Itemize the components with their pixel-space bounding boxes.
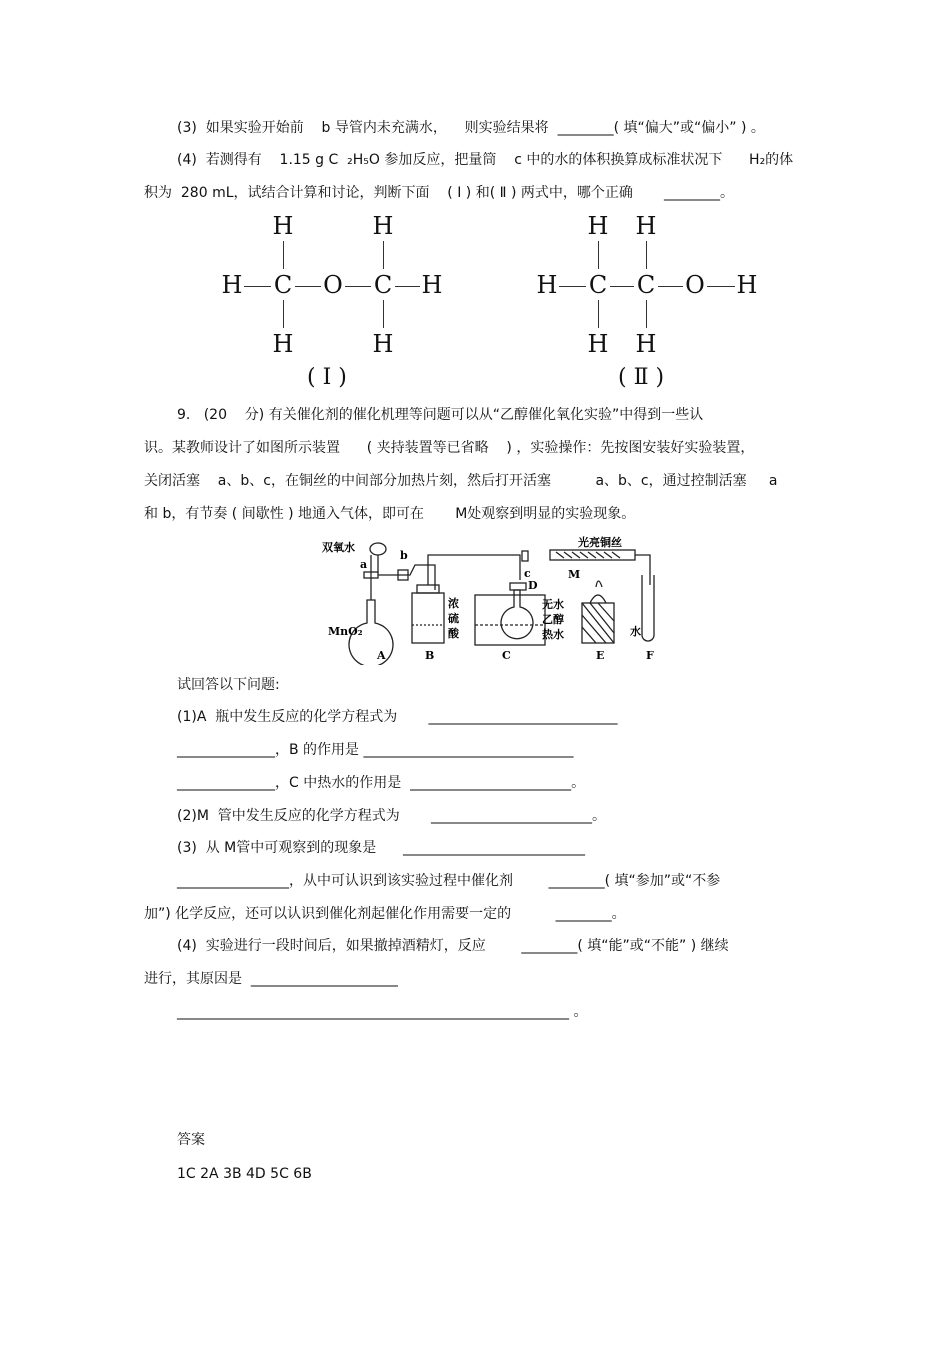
atom: C	[373, 271, 393, 299]
bond	[646, 241, 647, 269]
label-m: M	[568, 568, 581, 581]
part-3-line-3: 加”) 化学反应，还可以认识到催化剂起催化作用需要一定的 ________。	[144, 906, 626, 922]
bond	[244, 286, 271, 287]
part-1-line-1: (1)A 瓶中发生反应的化学方程式为 ___________________________	[177, 709, 618, 725]
atom: O	[323, 271, 343, 299]
atom: H	[272, 212, 294, 240]
bond	[383, 300, 384, 328]
question-4-line-1: (4) 若测得有 1.15 g C ₂H₅O 参加反应，把量筒 c 中的水的体积换算成标准状况下 H₂的体	[177, 152, 794, 168]
question-9-line-3: 关闭活塞 a、b、c，在铜丝的中间部分加热片刻，然后打开活塞 a、b、c，通过控制活塞 a	[144, 473, 778, 489]
part-4-line-1: (4) 实验进行一段时间后，如果撤掉酒精灯，反应 ________( 填“能”或“不能” ) 继续	[177, 938, 729, 954]
label-acid-1: 浓	[448, 597, 459, 610]
bond	[658, 286, 683, 287]
atom: H	[635, 330, 657, 358]
atom: C	[636, 271, 656, 299]
label-E: E	[596, 649, 605, 662]
label-C: C	[502, 649, 511, 662]
bond	[610, 286, 634, 287]
label-a: a	[360, 558, 368, 571]
atom: H	[536, 271, 558, 299]
label-F: F	[646, 649, 654, 662]
question-4-line-2: 积为 280 mL，试结合计算和讨论，判断下面 ( Ⅰ ) 和( Ⅱ ) 两式中，哪个正确 ________。	[144, 185, 735, 201]
part-2-text: (2)M 管中发生反应的化学方程式为 _______________________。	[177, 808, 606, 824]
intro-text: 试回答以下问题:	[177, 677, 280, 693]
bond	[345, 286, 371, 287]
part-1-line-2: ______________，B 的作用是 ______________________________	[177, 742, 574, 758]
structural-formula-I	[215, 210, 455, 395]
label-ethanol-3: 热水	[542, 628, 564, 641]
atom: H	[421, 271, 443, 299]
label-ethanol-1: 无水	[542, 598, 564, 611]
formula-label-I: ( Ⅰ )	[307, 365, 347, 390]
question-9-line-4: 和 b，有节奏 ( 间歇性 ) 地通入气体，即可在 M处观察到明显的实验现象。	[144, 506, 636, 522]
structural-formula-II	[530, 210, 770, 395]
bond	[646, 300, 647, 328]
atom: C	[588, 271, 608, 299]
answer-key: 1C 2A 3B 4D 5C 6B	[177, 1166, 312, 1182]
part-4-line-3: ________________________________________________________ 。	[177, 1004, 588, 1020]
label-c: c	[524, 567, 531, 580]
part-4-line-2: 进行，其原因是 _____________________	[144, 971, 398, 987]
label-acid-3: 酸	[448, 627, 459, 640]
label-d: D	[528, 579, 538, 592]
formula-label-II: ( Ⅱ )	[618, 365, 665, 390]
bond	[395, 286, 420, 287]
question-9-line-2: 识。某教师设计了如图所示装置 ( 夹持装置等已省略 ) ，实验操作：先按图安装好实验装置，	[144, 440, 755, 456]
label-A: A	[377, 649, 386, 662]
label-b: b	[400, 549, 408, 562]
label-B: B	[425, 649, 435, 662]
bond	[598, 241, 599, 269]
label-water: 水	[630, 625, 641, 638]
bond	[295, 286, 321, 287]
bond	[707, 286, 735, 287]
atom: H	[635, 212, 657, 240]
atom: H	[221, 271, 243, 299]
atom: H	[736, 271, 758, 299]
apparatus-diagram	[320, 535, 665, 665]
label-h2o2: 双氧水	[322, 541, 355, 554]
label-acid-2: 硫	[448, 612, 459, 625]
bond	[598, 300, 599, 328]
label-copper: 光亮铜丝	[578, 536, 622, 549]
atom: H	[372, 330, 394, 358]
bond	[283, 241, 284, 269]
atom: H	[272, 330, 294, 358]
bond	[559, 286, 586, 287]
question-3-text: (3) 如果实验开始前 b 导管内未充满水， 则实验结果将 ________( 填“偏大”或“偏小” ) 。	[177, 120, 765, 136]
label-mno2: MnO₂	[328, 625, 363, 638]
bond	[383, 241, 384, 269]
atom: H	[372, 212, 394, 240]
atom: O	[685, 271, 705, 299]
part-1-line-3: ______________，C 中热水的作用是 _______________________。	[177, 775, 586, 791]
part-3-line-2: ________________，从中可认识到该实验过程中催化剂 ________( 填“参加”或“不参	[177, 873, 721, 889]
question-9-line-1: 9. (20 分) 有关催化剂的催化机理等问题可以从“乙醇催化氧化实验”中得到一些认	[177, 407, 704, 423]
part-3-line-1: (3) 从 M管中可观察到的现象是 __________________________	[177, 840, 585, 856]
answer-title: 答案	[177, 1132, 205, 1148]
atom: H	[587, 330, 609, 358]
atom: H	[587, 212, 609, 240]
label-ethanol-2: 乙醇	[542, 613, 564, 626]
atom: C	[273, 271, 293, 299]
bond	[283, 300, 284, 328]
